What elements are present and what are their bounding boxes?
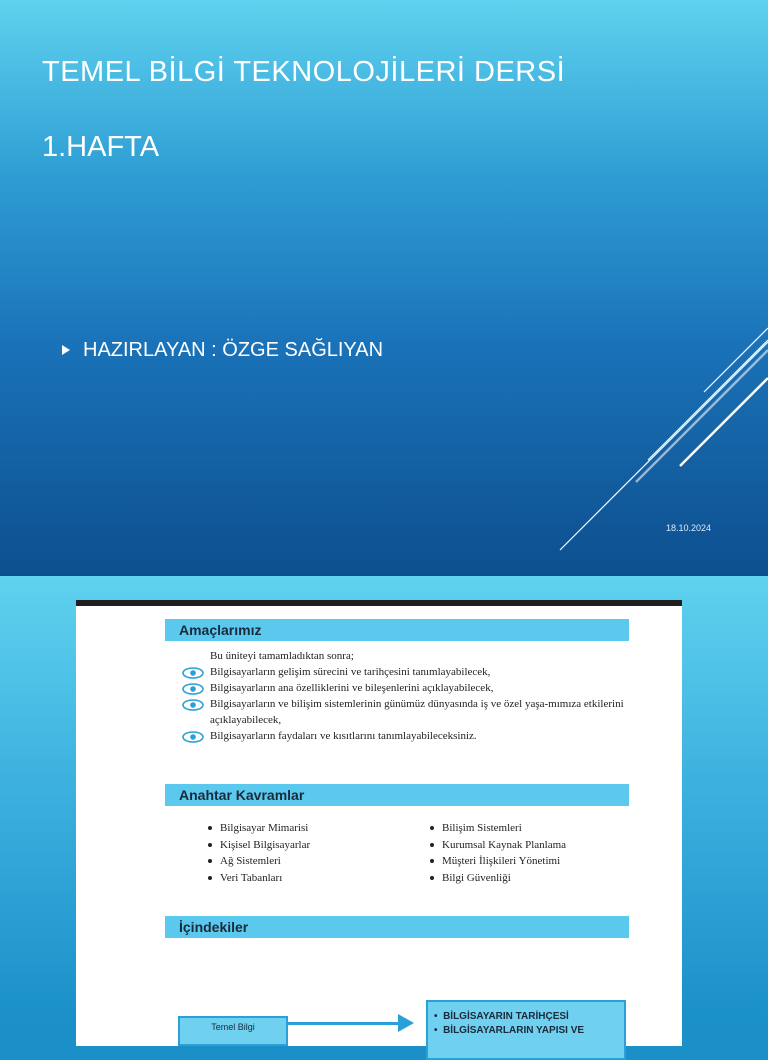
deco-line bbox=[680, 378, 768, 466]
objective-text: Bilgisayarların ana özelliklerini ve bileşenlerini açıklayabilecek, bbox=[210, 682, 494, 694]
list-item bbox=[208, 837, 310, 854]
bullet-dot-icon bbox=[430, 859, 434, 863]
list-item bbox=[430, 820, 566, 837]
keywords-heading: Anahtar Kavramlar bbox=[165, 784, 629, 806]
list-item bbox=[182, 680, 642, 696]
keyword-text: Müşteri İlişkileri Yönetimi bbox=[442, 855, 561, 867]
bullet-dot-icon bbox=[208, 859, 212, 863]
topic-text: BİLGİSAYARLARIN YAPISI VE bbox=[443, 1025, 585, 1036]
list-item bbox=[182, 696, 642, 728]
objectives-intro: Bu üniteyi tamamladıktan sonra; bbox=[210, 650, 354, 662]
objective-text: Bilgisayarların gelişim sürecini ve tarihçesini tanımlayabilecek, bbox=[210, 666, 491, 678]
bullet-dot-icon bbox=[208, 826, 212, 830]
slide-title: TEMEL BİLGİ TEKNOLOJİLERİ DERSİ bbox=[42, 56, 566, 88]
eye-icon bbox=[182, 683, 204, 695]
slide-date: 18.10.2024 bbox=[666, 523, 712, 533]
contents-root-box: Temel Bilgi bbox=[178, 1016, 288, 1046]
contents-topics-box bbox=[426, 1000, 626, 1060]
list-item: • BİLGİSAYARIN TARİHÇESİ bbox=[434, 1011, 569, 1022]
author-text: HAZIRLAYAN : ÖZGE SAĞLIYAN bbox=[83, 338, 384, 361]
objective-text: Bilgisayarların ve bilişim sistemlerinin günümüz dünyasında iş ve özel yaşa-mımıza etkilerini açıklayabilecek, bbox=[210, 698, 624, 726]
bullet-dot-icon bbox=[208, 843, 212, 847]
list-item: • BİLGİSAYARLARIN YAPISI VE bbox=[434, 1025, 585, 1036]
list-item bbox=[430, 870, 566, 887]
keyword-text: Ağ Sistemleri bbox=[220, 855, 281, 867]
keywords-column-right bbox=[430, 820, 566, 886]
deco-line bbox=[648, 340, 768, 460]
bullet-dot-icon bbox=[430, 843, 434, 847]
eye-icon bbox=[182, 667, 204, 679]
objectives-list bbox=[182, 664, 642, 744]
keyword-text: Bilişim Sistemleri bbox=[442, 822, 522, 834]
list-item bbox=[430, 837, 566, 854]
objective-text: Bilgisayarların faydaları ve kısıtlarını tanımlayabileceksiniz. bbox=[210, 730, 477, 742]
list-item bbox=[208, 853, 310, 870]
keyword-text: Kurumsal Kaynak Planlama bbox=[442, 838, 567, 851]
list-item bbox=[208, 820, 310, 837]
slide-subtitle: 1.HAFTA bbox=[42, 131, 160, 163]
bullet-dot-icon bbox=[208, 876, 212, 880]
content-slide[interactable] bbox=[0, 576, 768, 1036]
keyword-text: Kişisel Bilgisayarlar bbox=[220, 838, 311, 851]
list-item bbox=[182, 664, 642, 680]
keywords-column-left bbox=[208, 820, 310, 886]
list-item bbox=[182, 728, 642, 744]
eye-icon bbox=[182, 731, 204, 743]
book-page-image bbox=[76, 600, 682, 1046]
bullet-dot-icon bbox=[430, 826, 434, 830]
deco-line bbox=[560, 342, 768, 550]
keyword-text: Veri Tabanları bbox=[220, 871, 283, 884]
bullet-dot-icon bbox=[430, 876, 434, 880]
arrow-shaft bbox=[288, 1022, 410, 1025]
list-item bbox=[430, 853, 566, 870]
objectives-heading: Amaçlarımız bbox=[165, 619, 629, 641]
keyword-text: Bilgisayar Mimarisi bbox=[220, 822, 309, 834]
deco-line bbox=[636, 350, 768, 482]
arrow-right-icon bbox=[398, 1014, 414, 1032]
eye-icon bbox=[182, 699, 204, 711]
list-item bbox=[208, 870, 310, 887]
topic-text: BİLGİSAYARIN TARİHÇESİ bbox=[443, 1011, 569, 1022]
keyword-text: Bilgi Güvenliği bbox=[442, 871, 511, 884]
contents-heading: İçindekiler bbox=[165, 916, 629, 938]
